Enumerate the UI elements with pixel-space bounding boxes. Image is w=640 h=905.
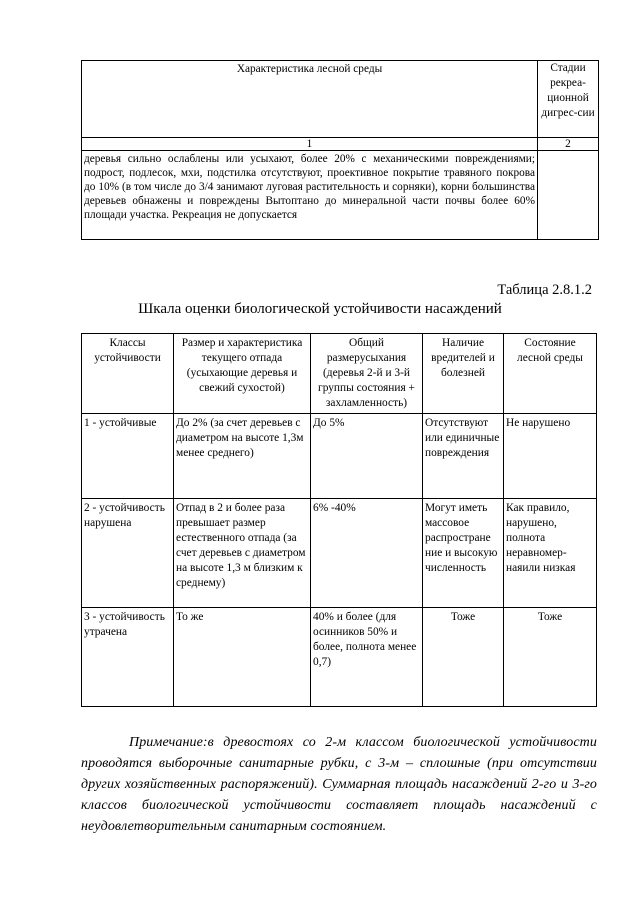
table-label: Таблица 2.8.1.2 <box>497 282 592 298</box>
drying-cell: 6% -40% <box>311 499 423 608</box>
column-number: 2 <box>538 138 599 151</box>
stability-class-cell: 1 - устойчивые <box>82 414 174 499</box>
environment-description: деревья сильно ослаблены или усыхают, более 20% с механическими повреждениями; подрост, подлесок, мхи, подстилка отсутствуют, проективное покрытие травяного покрова до 10% (в том числе до 3/4 занимают луговая растительность и сорняки), корни большинства деревьев обнажены и повреждены Вытоптано до минеральной части почвы более 60% площади участка. Рекреация не допускается <box>82 151 538 240</box>
pests-cell: Тоже <box>423 608 504 707</box>
table-note: Примечание:в древостоях со 2-м классом биологической устойчивости проводятся выборочные санитарные рубки, с 3-м – сплошные (при отсутствии других хозяйственных распоряжений). Суммарная площадь насаждений 2-го и 3-го классов биологической устойчивости составляет площадь насаждений с неудовлетворительным санитарным состоянием. <box>81 735 597 834</box>
header-digression-stage: Стадии рекреа-ционной дигрес-сии <box>538 61 599 138</box>
table-row <box>82 499 597 608</box>
forest-state-cell: Не нарушено <box>504 414 597 499</box>
table-row <box>82 608 597 707</box>
forest-state-cell: Как правило, нарушено, полнота неравномер-наяили низкая <box>504 499 597 608</box>
header-forest-state: Состояние лесной среды <box>504 334 597 414</box>
table-header-row <box>82 61 599 138</box>
column-number: 1 <box>82 138 538 151</box>
recreation-table <box>81 60 599 240</box>
table-row <box>82 414 597 499</box>
table-title: Шкала оценки биологической устойчивости насаждений <box>138 301 502 317</box>
header-forest-environment: Характеристика лесной среды <box>82 61 538 138</box>
forest-state-cell: Тоже <box>504 608 597 707</box>
digression-stage-cell <box>538 151 599 240</box>
stability-scale-table <box>81 333 597 707</box>
header-pests-diseases: Наличие вредителей и болезней <box>423 334 504 414</box>
column-number-row <box>82 138 599 151</box>
header-stability-class: Классы устойчивости <box>82 334 174 414</box>
table-header-row <box>82 334 597 414</box>
pests-cell: Отсутствуют или единичные повреждения <box>423 414 504 499</box>
dieback-cell: Отпад в 2 и более раза превышает размер естественного отпада (за счет деревьев с диаметром на высоте 1,3 м близким к среднему) <box>174 499 311 608</box>
stability-class-cell: 3 - устойчивость утрачена <box>82 608 174 707</box>
stability-class-cell: 2 - устойчивость нарушена <box>82 499 174 608</box>
drying-cell: До 5% <box>311 414 423 499</box>
dieback-cell: До 2% (за счет деревьев с диаметром на высоте 1,3м менее среднего) <box>174 414 311 499</box>
table-row <box>82 151 599 240</box>
header-total-drying: Общий размерусыхания (деревья 2-й и 3-й группы состояния + захламленность) <box>311 334 423 414</box>
pests-cell: Могут иметь массовое распростране ние и высокую численность <box>423 499 504 608</box>
dieback-cell: То же <box>174 608 311 707</box>
drying-cell: 40% и более (для осинников 50% и более, полнота менее 0,7) <box>311 608 423 707</box>
header-current-dieback: Размер и характеристика текущего отпада (усыхающие деревья и свежий сухостой) <box>174 334 311 414</box>
